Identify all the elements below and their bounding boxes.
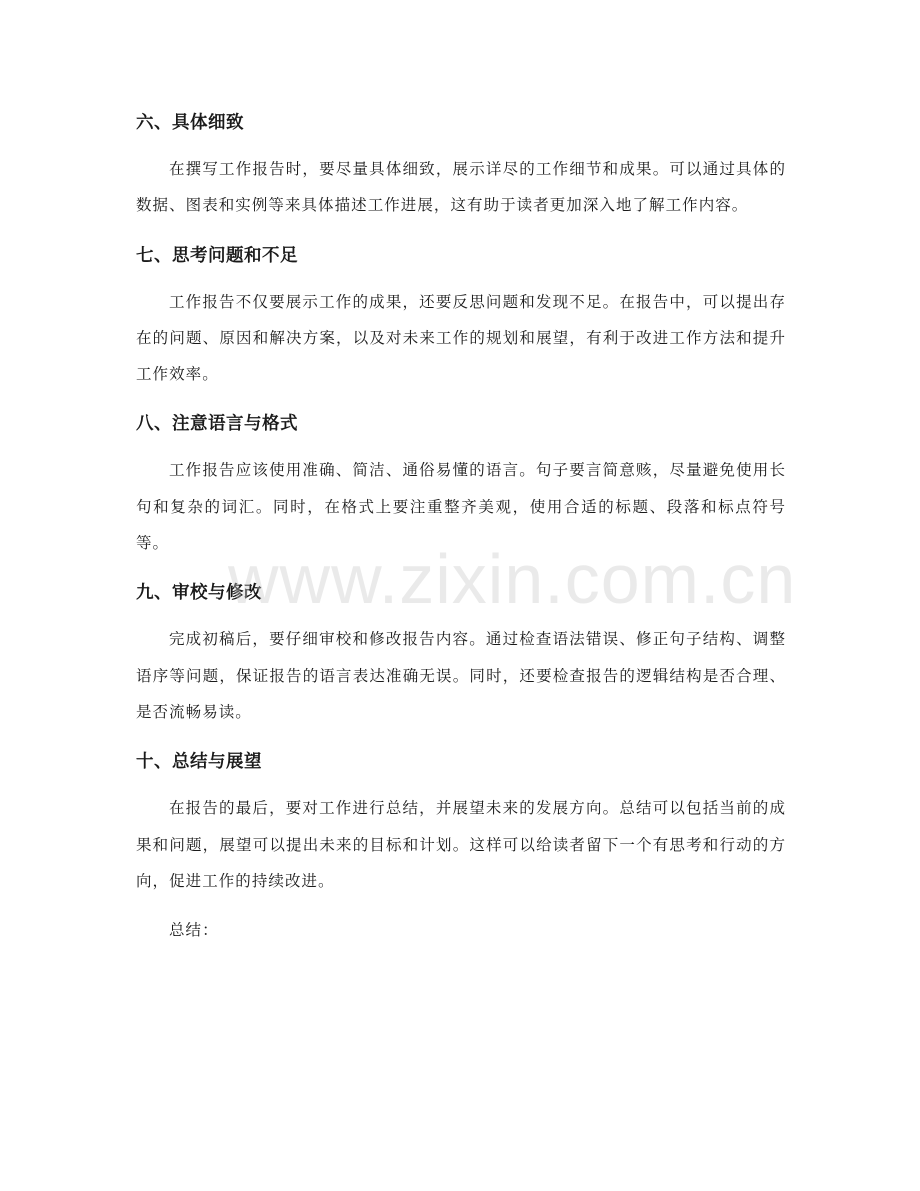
section-paragraph: 工作报告应该使用准确、简洁、通俗易懂的语言。句子要言简意赅，尽量避免使用长句和复杂的词汇。同时，在格式上要注重整齐美观，使用合适的标题、段落和标点符号等。 [136, 461, 786, 553]
section-heading: 八、注意语言与格式 [136, 414, 298, 435]
section-heading: 九、审校与修改 [136, 583, 262, 604]
section-heading: 六、具体细致 [136, 113, 244, 133]
summary-label: 总结： [169, 921, 219, 940]
section-paragraph: 工作报告不仅要展示工作的成果，还要反思问题和发现不足。在报告中，可以提出存在的问题、原因和解决方案，以及对未来工作的规划和展望，有利于改进工作方法和提升工作效率。 [136, 292, 786, 384]
section-paragraph: 在报告的最后，要对工作进行总结，并展望未来的发展方向。总结可以包括当前的成果和问题，展望可以提出未来的目标和计划。这样可以给读者留下一个有思考和行动的方向，促进工作的持续改进。 [136, 799, 786, 890]
section-paragraph: 在撰写工作报告时，要尽量具体细致，展示详尽的工作细节和成果。可以通过具体的数据、图表和实例等来具体描述工作进展，这有助于读者更加深入地了解工作内容。 [136, 160, 786, 215]
section-10 [136, 743, 786, 899]
section-7 [136, 237, 786, 393]
watermark: www.zixin.com.cn [228, 540, 797, 618]
section-paragraph: 完成初稿后，要仔细审校和修改报告内容。通过检查语法错误、修正句子结构、调整语序等问题，保证报告的语言表达准确无误。同时，还要检查报告的逻辑结构是否合理、是否流畅易读。 [136, 630, 786, 721]
section-9 [136, 574, 786, 730]
section-6 [136, 104, 786, 224]
section-8 [136, 405, 786, 561]
section-heading: 七、思考问题和不足 [136, 245, 298, 266]
section-heading: 十、总结与展望 [136, 752, 262, 773]
document-body [136, 104, 797, 948]
